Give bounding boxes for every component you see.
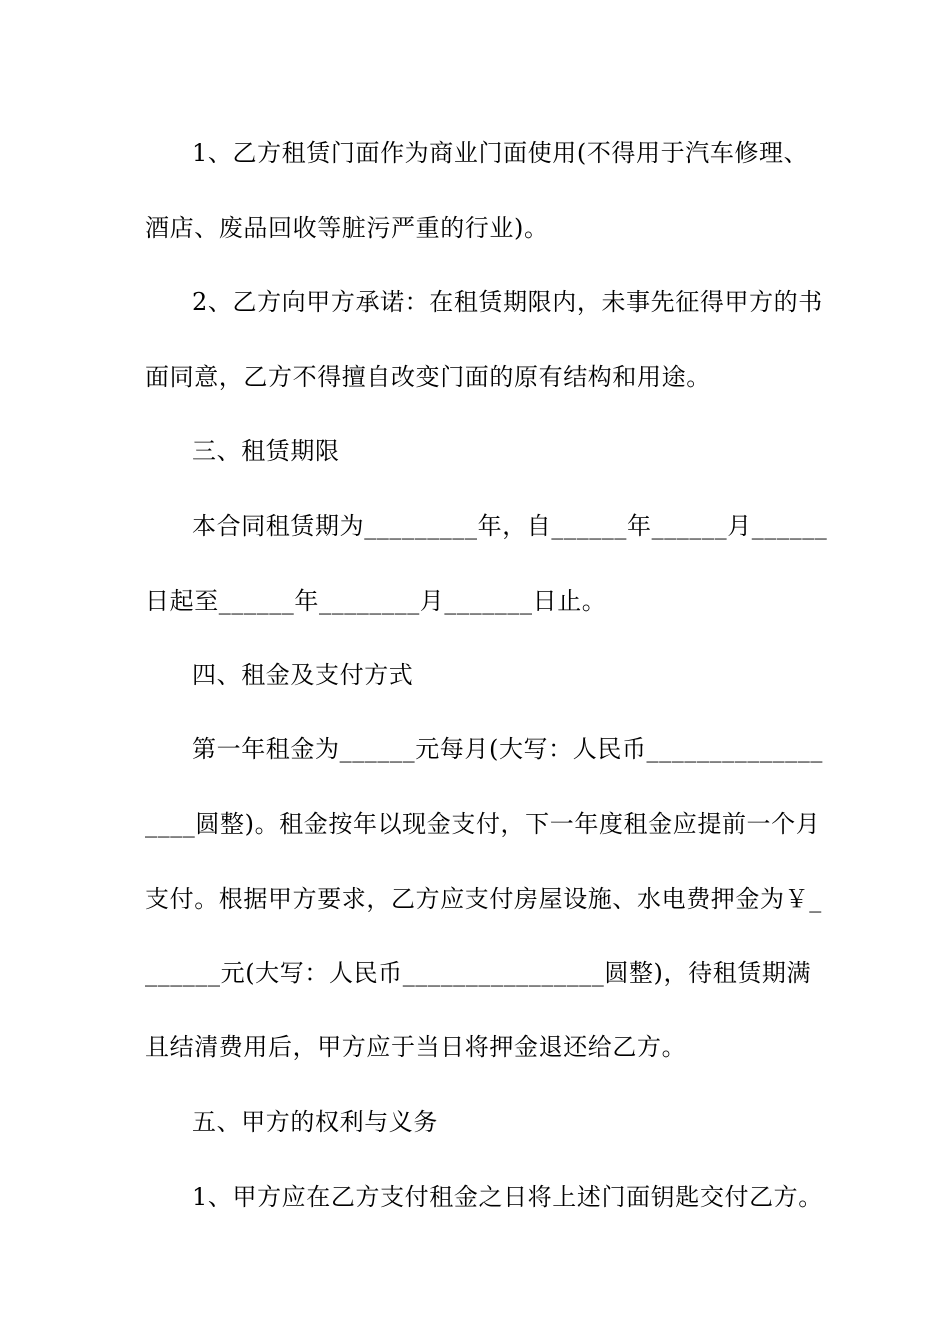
- section-heading: 三、租赁期限: [192, 437, 340, 465]
- paragraph-line: 第一年租金为______元每月(大写：人民币______________: [192, 735, 823, 763]
- paragraph-line: 支付。根据甲方要求，乙方应支付房屋设施、水电费押金为￥_: [145, 885, 822, 913]
- paragraph-line: 2、乙方向甲方承诺：在租赁期限内，未事先征得甲方的书: [192, 288, 823, 316]
- paragraph-line: 1、乙方租赁门面作为商业门面使用(不得用于汽车修理、: [192, 139, 809, 167]
- paragraph-line: 1、甲方应在乙方支付租金之日将上述门面钥匙交付乙方。: [192, 1183, 823, 1211]
- paragraph-line: ______元(大写：人民币________________圆整)，待租赁期满: [145, 959, 812, 987]
- paragraph-line: 日起至______年________月_______日止。: [145, 587, 607, 615]
- paragraph-line: 本合同租赁期为_________年，自______年______月______: [192, 512, 828, 540]
- paragraph-line: 面同意，乙方不得擅自改变门面的原有结构和用途。: [145, 363, 711, 391]
- section-heading: 四、租金及支付方式: [192, 661, 414, 689]
- paragraph-line: 酒店、废品回收等脏污严重的行业)。: [145, 214, 549, 242]
- section-heading: 五、甲方的权利与义务: [192, 1108, 438, 1136]
- paragraph-line: 且结清费用后，甲方应于当日将押金退还给乙方。: [145, 1033, 687, 1061]
- paragraph-line: ____圆整)。租金按年以现金支付，下一年度租金应提前一个月: [145, 810, 821, 838]
